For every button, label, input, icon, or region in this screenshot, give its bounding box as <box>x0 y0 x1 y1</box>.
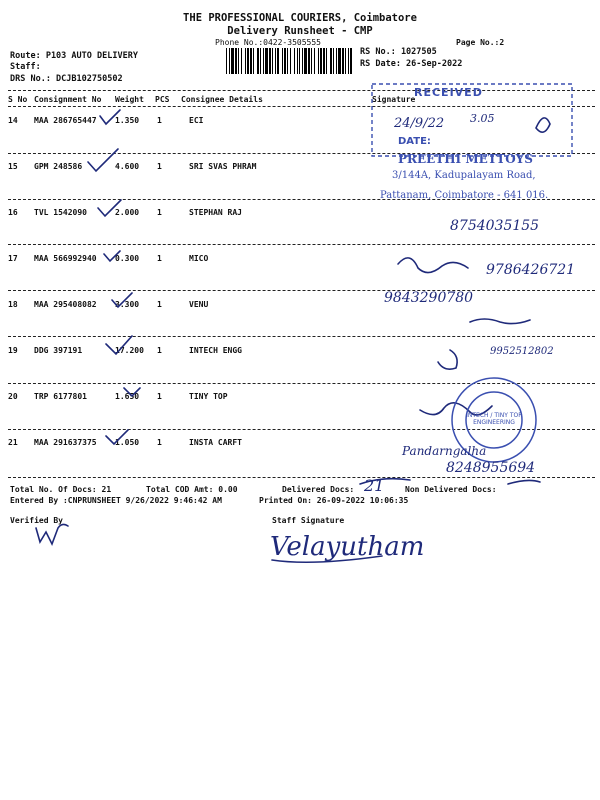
delivered-underline <box>508 480 540 484</box>
column-header-consignee: Consignee Details <box>181 95 263 104</box>
column-header-signature: Signature <box>372 95 416 104</box>
barcode-bar <box>235 48 237 74</box>
barcode-bar <box>263 48 264 74</box>
row-consignee: ECI <box>189 116 204 125</box>
row-consignee: SRI SVAS PHRAM <box>189 162 257 171</box>
barcode-bar <box>294 48 295 74</box>
barcode-bar <box>245 48 246 74</box>
handwritten-time: 3.05 <box>470 112 495 125</box>
row-weight: 17.200 <box>115 346 144 355</box>
barcode-bar <box>336 48 337 74</box>
row-weight: 4.600 <box>115 162 140 171</box>
staff-signature-label: Staff Signature <box>272 516 345 525</box>
route: Route: P103 AUTO DELIVERY <box>10 51 138 61</box>
barcode-bar <box>323 48 325 74</box>
staff-signature: Velayutham <box>270 532 425 562</box>
phone-number: Phone No.:0422-3505555 <box>215 38 321 47</box>
stamp-received: RECEIVED <box>414 86 483 99</box>
non-delivered-docs: Non Delivered Docs: <box>405 485 497 494</box>
barcode-bar <box>272 48 273 74</box>
table-row <box>0 438 600 450</box>
row-consignment: TVL 1542090 <box>34 208 87 217</box>
divider <box>8 383 595 384</box>
row-sno: 15 <box>8 162 18 171</box>
handwritten-phone: 8754035155 <box>450 218 540 234</box>
row-pcs: 1 <box>157 438 162 447</box>
barcode-bar <box>277 48 279 74</box>
barcode-bar <box>231 48 234 74</box>
total-cod: Total COD Amt: 0.00 <box>146 485 238 494</box>
seal-text: INTECH / TINY TOP ENGINEERING <box>466 412 522 426</box>
barcode-bar <box>338 48 341 74</box>
barcode-bar <box>241 48 242 74</box>
barcode-bar <box>311 48 312 74</box>
divider <box>8 477 595 478</box>
row-consignment: TRP 6177801 <box>34 392 87 401</box>
stamp-address-line: 3/144A, Kadupalayam Road, <box>392 170 536 181</box>
rs-number: RS No.: 1027505 <box>360 47 437 57</box>
handwritten-date: 24/9/22 <box>394 116 445 131</box>
row-sno: 16 <box>8 208 18 217</box>
barcode-bar <box>275 48 276 74</box>
stamp-date-label: DATE: <box>398 136 431 147</box>
verified-by-label: Verified By <box>10 516 63 525</box>
row-consignment: MAA 566992940 <box>34 254 97 263</box>
column-header-weight: Weight <box>115 95 144 104</box>
barcode-icon <box>226 48 352 74</box>
table-row <box>0 300 600 312</box>
row-pcs: 1 <box>157 162 162 171</box>
barcode-bar <box>326 48 327 74</box>
row-weight: 1.650 <box>115 392 140 401</box>
handwritten-name: Pandarngalha <box>402 444 487 458</box>
barcode-bar <box>350 48 352 74</box>
row-consignee: TINY TOP <box>189 392 228 401</box>
barcode-bar <box>342 48 344 74</box>
row-weight: 1.050 <box>115 438 140 447</box>
barcode-bar <box>318 48 319 74</box>
barcode-bar <box>247 48 249 74</box>
barcode-bar <box>260 48 261 74</box>
row-sno: 20 <box>8 392 18 401</box>
barcode-bar <box>253 48 254 74</box>
barcode-bar <box>284 48 286 74</box>
barcode-bar <box>304 48 307 74</box>
handwritten-phone: 8248955694 <box>446 460 536 476</box>
row-pcs: 1 <box>157 116 162 125</box>
barcode-bar <box>330 48 332 74</box>
company-name: THE PROFESSIONAL COURIERS, Coimbatore <box>183 12 417 24</box>
barcode-bar <box>265 48 268 74</box>
row-weight: 3.300 <box>115 300 140 309</box>
handwritten-phone: 9786426721 <box>486 262 576 278</box>
barcode-bar <box>308 48 310 74</box>
handwritten-phone: 9952512802 <box>490 346 554 357</box>
barcode-bar <box>269 48 271 74</box>
entered-by: Entered By :CNPRUNSHEET 9/26/2022 9:46:42 AM <box>10 496 222 505</box>
document-title: Delivery Runsheet - CMP <box>227 25 373 37</box>
stamp-address-line: Pattanam, Coimbatore - 641 016. <box>380 190 549 201</box>
handwritten-delivered-count: 21 <box>364 476 385 495</box>
row-consignee: MICO <box>189 254 209 263</box>
row-pcs: 1 <box>157 300 162 309</box>
delivered-docs: Delivered Docs: <box>282 485 355 494</box>
barcode-bar <box>226 48 227 74</box>
row-sno: 19 <box>8 346 18 355</box>
total-docs: Total No. Of Docs: 21 <box>10 485 112 494</box>
row-pcs: 1 <box>157 208 162 217</box>
barcode-bar <box>257 48 259 74</box>
divider <box>8 244 595 245</box>
drs-number: DRS No.: DCJB102750502 <box>10 74 123 84</box>
barcode-bar <box>348 48 349 74</box>
barcode-bar <box>297 48 298 74</box>
column-header-consignment: Consignment No <box>34 95 102 104</box>
barcode-bar <box>320 48 322 74</box>
divider <box>8 106 595 107</box>
signature-scribble <box>470 319 530 324</box>
column-header-pcs: PCS <box>155 95 170 104</box>
row-consignee: STEPHAN RAJ <box>189 208 242 217</box>
barcode-bar <box>302 48 303 74</box>
row-weight: 0.300 <box>115 254 140 263</box>
divider <box>8 90 595 91</box>
barcode-bar <box>314 48 315 74</box>
page-number: Page No.:2 <box>456 38 505 47</box>
row-consignment: MAA 291637375 <box>34 438 97 447</box>
table-row <box>0 116 600 128</box>
row-weight: 2.000 <box>115 208 140 217</box>
row-sno: 17 <box>8 254 18 263</box>
verified-signature <box>36 524 68 544</box>
row-consignee: INTECH ENGG <box>189 346 242 355</box>
barcode-bar <box>282 48 283 74</box>
stamp-company: PREETHI METTOYS <box>398 152 533 166</box>
barcode-bar <box>238 48 239 74</box>
barcode-bar <box>299 48 300 74</box>
barcode-bar <box>290 48 291 74</box>
divider <box>8 429 595 430</box>
row-consignment: DDG 397191 <box>34 346 83 355</box>
printed-on: Printed On: 26-09-2022 10:06:35 <box>259 496 409 505</box>
table-row <box>0 392 600 404</box>
row-sno: 21 <box>8 438 18 447</box>
divider <box>8 290 595 291</box>
column-header-sno: S No <box>8 95 28 104</box>
row-sno: 14 <box>8 116 18 125</box>
barcode-bar <box>345 48 346 74</box>
row-pcs: 1 <box>157 346 162 355</box>
row-pcs: 1 <box>157 392 162 401</box>
barcode-bar <box>287 48 288 74</box>
row-consignee: VENU <box>189 300 209 309</box>
row-consignee: INSTA CARFT <box>189 438 242 447</box>
staff-label: Staff: <box>10 62 41 72</box>
row-weight: 1.350 <box>115 116 140 125</box>
barcode-bar <box>250 48 252 74</box>
row-pcs: 1 <box>157 254 162 263</box>
rs-date: RS Date: 26-Sep-2022 <box>360 59 463 69</box>
row-consignment: GPM 248586 <box>34 162 83 171</box>
row-consignment: MAA 286765447 <box>34 116 97 125</box>
barcode-bar <box>333 48 334 74</box>
divider <box>8 336 595 337</box>
barcode-bar <box>229 48 230 74</box>
row-consignment: MAA 295408082 <box>34 300 97 309</box>
handwritten-phone: 9843290780 <box>384 290 474 306</box>
row-sno: 18 <box>8 300 18 309</box>
